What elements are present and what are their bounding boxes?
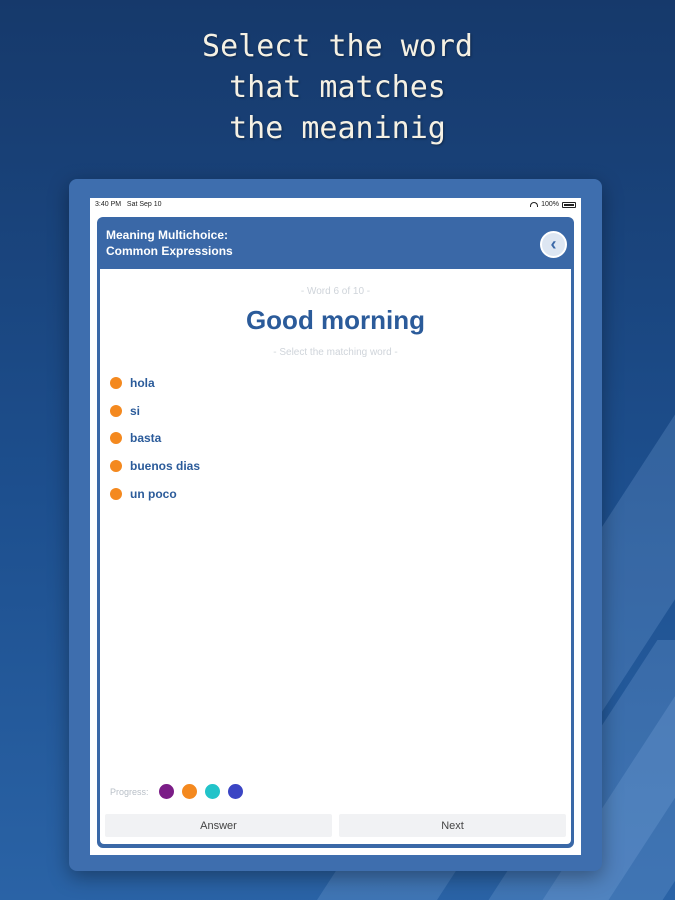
bottom-buttons [105,814,566,837]
next-button[interactable]: Next [339,814,566,837]
header-title-line-2: Common Expressions [106,244,233,258]
app-header [97,217,574,269]
header-title-line-1: Meaning Multichoice: [106,228,229,242]
word-counter: - Word 6 of 10 - [300,286,371,297]
option-label: hola [130,375,155,390]
option-si[interactable] [110,397,200,425]
option-label: un poco [130,486,177,501]
app-frame [97,217,574,848]
wifi-icon [530,202,538,207]
headline-line-2: that matches [229,70,446,105]
progress-dot-1 [159,784,174,799]
option-label: buenos dias [130,458,201,473]
option-label: basta [130,431,162,446]
back-button[interactable] [540,231,567,258]
status-left [95,201,162,208]
option-dot-icon [110,405,122,417]
headline-line-3: the meaninig [229,111,446,146]
option-dot-icon [110,377,122,389]
status-time: 3:40 PM [95,201,122,208]
option-dot-icon [110,432,122,444]
status-date: Sat Sep 10 [126,201,162,208]
options-list [110,369,200,507]
option-dot-icon [110,488,122,500]
headline [0,26,675,149]
option-hola[interactable] [110,369,200,397]
chevron-left-icon: ‹ [550,234,557,254]
instruction-text: - Select the matching word - [273,347,398,358]
progress-label: Progress: [110,786,149,797]
tablet-frame [69,179,602,871]
progress-dot-4 [228,784,243,799]
status-right [530,201,576,208]
option-un-poco[interactable] [110,480,200,508]
option-basta[interactable] [110,424,200,452]
progress-dot-2 [182,784,197,799]
progress-indicator [110,784,243,799]
battery-percent: 100% [541,201,559,208]
status-bar [90,198,581,211]
option-buenos-dias[interactable] [110,452,200,480]
answer-button[interactable]: Answer [105,814,332,837]
battery-icon [562,202,576,208]
option-dot-icon [110,460,122,472]
progress-dot-3 [205,784,220,799]
headline-line-1: Select the word [202,29,473,64]
quiz-content [100,269,571,844]
tablet-screen [90,198,581,855]
option-label: si [130,403,141,418]
target-word: Good morning [245,305,426,335]
